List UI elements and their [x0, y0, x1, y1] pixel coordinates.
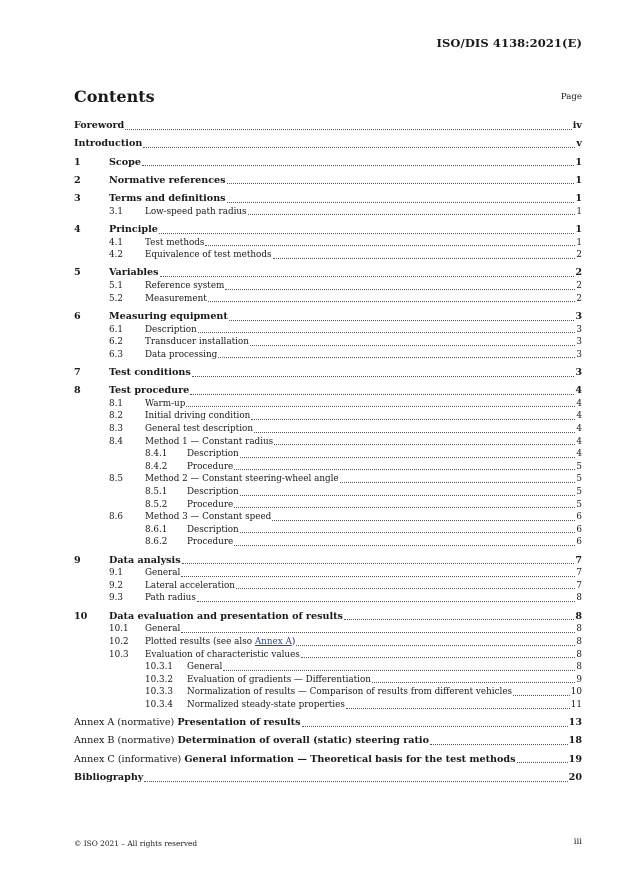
toc-entry[interactable]: [74, 120, 582, 133]
dot-leader: [372, 682, 575, 683]
toc-entry[interactable]: [74, 349, 582, 362]
toc-entry-title-group: [145, 293, 207, 306]
toc-entry-title-group: [187, 661, 222, 674]
toc-entry-number: 8.6.1: [145, 524, 168, 535]
toc-entry-title: Measuring equipment: [109, 310, 228, 322]
toc-entry-page: 2: [576, 250, 582, 261]
toc-entry-page: iv: [572, 120, 582, 131]
dot-leader: [181, 632, 575, 633]
toc-entry-title-group: [187, 536, 233, 549]
toc-entry[interactable]: [74, 385, 582, 398]
toc-entry-number: 8.4: [109, 436, 123, 447]
dot-leader: [517, 762, 568, 763]
toc-entry-title-group: [109, 175, 226, 188]
toc-entry-title-group: [145, 237, 204, 250]
toc-entry-title: Principle: [109, 224, 158, 235]
toc-entry-number: 10.3: [109, 649, 129, 660]
toc-entry-page: 7: [576, 580, 582, 591]
toc-entry[interactable]: [74, 324, 582, 337]
toc-entry-number: 4.1: [109, 237, 123, 248]
toc-entry-title-group: [145, 567, 180, 580]
dot-leader: [186, 406, 575, 407]
toc-entry-number: 8.1: [109, 398, 123, 409]
toc-entry-number: 8.5.2: [145, 499, 168, 510]
toc-entry[interactable]: [74, 237, 582, 250]
toc-entry-number: 8: [74, 385, 81, 397]
toc-entry-title: General information — Theoretical basis for the test methods: [184, 753, 516, 765]
toc-entry[interactable]: [74, 436, 582, 449]
toc-entry-page: 3: [575, 367, 582, 378]
toc-entry-title: Equivalence of test methods: [145, 250, 272, 261]
toc-entry-title: Procedure: [187, 537, 234, 548]
toc-entry[interactable]: [74, 138, 582, 151]
dot-leader: [234, 507, 575, 508]
toc-entry-title: Evaluation of gradients — Differentiation: [187, 674, 371, 685]
toc-entry-page: 8: [576, 649, 582, 660]
toc-entry-page: 19: [568, 753, 582, 765]
toc-entry-title: Method 2 — Constant steering-wheel angle: [145, 474, 339, 485]
toc-entry-number: 5.2: [109, 293, 123, 304]
toc-entry-page: 4: [576, 411, 582, 422]
dot-leader: [182, 563, 575, 564]
toc-entry-number: 3.1: [109, 206, 123, 217]
toc-entry-page: v: [576, 138, 582, 150]
toc-entry-title-group: [109, 555, 181, 568]
toc-entry-page: 4: [576, 424, 582, 435]
toc-entry-number: 9.3: [109, 593, 123, 604]
contents-title: Contents: [74, 87, 155, 106]
toc-entry-title: Method 3 — Constant speed: [145, 512, 272, 523]
toc-entry[interactable]: [74, 410, 582, 423]
toc-entry-number: 6.1: [109, 324, 123, 335]
toc-entry-title-group: [145, 580, 235, 593]
toc-entry-page: 2: [575, 267, 582, 279]
annex-prefix: Annex A (normative): [74, 717, 178, 729]
toc-entry[interactable]: [74, 336, 582, 349]
toc-entry-page: 20: [568, 772, 582, 784]
toc-entry-number: 8.5.1: [145, 487, 168, 498]
toc-entry-page: 1: [576, 206, 582, 217]
toc-entry-page: 8: [575, 610, 582, 622]
toc-entry[interactable]: [74, 623, 582, 636]
toc-entry-title: Description: [187, 524, 239, 535]
toc-entry-title-group: [187, 448, 239, 461]
toc-entry[interactable]: [74, 293, 582, 306]
toc-entry-number: 3: [74, 193, 81, 205]
dot-leader: [218, 357, 575, 358]
toc-entry-number: 10: [74, 610, 88, 622]
toc-entry[interactable]: [74, 717, 582, 730]
toc-entry-title-group: [145, 410, 250, 423]
toc-entry-number: 4.2: [109, 250, 123, 261]
toc-entry-title: Plotted results (see also: [145, 636, 255, 647]
toc-entry[interactable]: [74, 772, 582, 785]
toc-entry-number: 7: [74, 367, 81, 378]
toc-entry-title-group: [109, 157, 141, 170]
toc-entry-title: Lateral acceleration: [145, 580, 235, 591]
toc-entry-title-group: [145, 636, 295, 649]
dot-leader: [227, 183, 575, 184]
toc-entry-title-group: [145, 206, 247, 219]
toc-entry-page: 3: [576, 349, 582, 360]
dot-leader: [144, 781, 567, 782]
toc-entry-title-group: [109, 367, 191, 380]
toc-entry-title-group: [145, 280, 224, 293]
footer-page-number: iii: [573, 837, 582, 847]
toc-entry[interactable]: [74, 611, 582, 624]
dot-leader: [223, 670, 575, 671]
toc-entry-title: Presentation of results: [177, 717, 301, 729]
toc-entry-page: 2: [576, 281, 582, 292]
toc-entry-title-group: [74, 772, 143, 785]
toc-entry-page: 5: [576, 487, 582, 498]
toc-entry-title-group: [145, 336, 249, 349]
toc-entry-number: 10.3.3: [145, 687, 173, 698]
toc-entry[interactable]: [74, 473, 582, 486]
toc-entry[interactable]: [74, 157, 582, 170]
annex-prefix: Annex C (informative): [74, 753, 185, 765]
toc-entry-title: General: [145, 568, 181, 579]
toc-entry-page: 8: [576, 593, 582, 604]
toc-entry[interactable]: [74, 206, 582, 219]
toc-entry-title: Normalization of results — Comparison of results from different vehicles: [187, 687, 513, 698]
dot-leader: [274, 444, 575, 445]
toc-entry[interactable]: [74, 499, 582, 512]
dot-leader: [225, 289, 575, 290]
dot-leader: [430, 744, 568, 745]
toc-entry-title: Procedure: [187, 461, 234, 472]
dot-leader: [344, 619, 574, 620]
toc-entry[interactable]: [74, 486, 582, 499]
toc-entry-title-group: [74, 717, 301, 730]
toc-entry-number: 10.2: [109, 636, 129, 647]
toc-entry-number: 9.2: [109, 580, 123, 591]
toc-entry-page: 10: [570, 687, 582, 698]
toc-entry[interactable]: [74, 555, 582, 568]
toc-entry[interactable]: [74, 311, 582, 324]
dot-leader: [192, 376, 575, 377]
toc-entry-page: 1: [575, 224, 582, 235]
dot-leader: [248, 214, 576, 215]
toc-entry-title: Evaluation of characteristic values: [145, 649, 300, 660]
toc-entry[interactable]: [74, 661, 582, 674]
toc-entry-page: 6: [576, 524, 582, 535]
toc-entry-title: Method 1 — Constant radius: [145, 436, 274, 447]
dot-leader: [302, 726, 568, 727]
toc-entry[interactable]: [74, 367, 582, 380]
toc-entry-page: 6: [576, 512, 582, 523]
toc-entry[interactable]: [74, 267, 582, 280]
toc-entry-page: 8: [576, 636, 582, 647]
dot-leader: [198, 332, 576, 333]
toc-entry-page: 4: [576, 449, 582, 460]
toc-entry-title-group: [145, 249, 272, 262]
toc-entry[interactable]: [74, 580, 582, 593]
toc-entry-page: 1: [576, 237, 582, 248]
toc-entry-number: 9.1: [109, 568, 123, 579]
toc-entry-title: Test methods: [145, 237, 205, 248]
dot-leader: [227, 202, 575, 203]
dot-leader: [240, 495, 576, 496]
toc-entry-number: 10.3.4: [145, 699, 173, 710]
toc-entry-title-group: [109, 224, 158, 237]
toc-entry-title-group: [74, 120, 124, 133]
toc-entry-title: Data analysis: [109, 554, 181, 566]
toc-entry-title-group: [74, 735, 429, 748]
toc-entry-title: Data evaluation and presentation of results: [109, 610, 343, 622]
dot-leader: [181, 576, 575, 577]
toc-entry[interactable]: [74, 398, 582, 411]
toc-entry-page: 9: [576, 674, 582, 685]
toc-entry-number: 5.1: [109, 281, 123, 292]
toc-entry-number: 8.4.2: [145, 461, 168, 472]
toc-entry-number: 9: [74, 554, 81, 566]
toc-entry-page: 18: [568, 735, 582, 747]
dot-leader: [296, 645, 575, 646]
toc-entry-page: 4: [576, 436, 582, 447]
dot-leader: [250, 345, 576, 346]
toc-entry-title-group: [74, 138, 142, 151]
toc-entry-page: 2: [576, 293, 582, 304]
toc-entry-number: 1: [74, 156, 81, 168]
toc-entry-title-group: [109, 385, 189, 398]
toc-entry-title: Description: [145, 324, 197, 335]
toc-entry-number: 2: [74, 174, 81, 186]
toc-entry[interactable]: [74, 524, 582, 537]
toc-entry[interactable]: [74, 511, 582, 524]
toc-entry[interactable]: [74, 567, 582, 580]
toc-entry-title-group: [109, 311, 228, 324]
annex-prefix: Annex B (normative): [74, 735, 178, 747]
dot-leader: [346, 708, 570, 709]
toc-entry-title-suffix: ): [291, 636, 296, 647]
dot-leader: [272, 520, 575, 521]
dot-leader: [254, 432, 575, 433]
dot-leader: [340, 482, 576, 483]
toc-entry-title-group: [187, 486, 239, 499]
toc-entry-title-group: [145, 349, 217, 362]
page-column-label: Page: [560, 92, 582, 102]
toc-entry-page: 3: [575, 310, 582, 322]
toc-entry-page: 11: [570, 699, 582, 710]
toc-entry-title: Warm-up: [145, 398, 186, 409]
toc-entry[interactable]: [74, 224, 582, 237]
toc-entry-page: 4: [575, 385, 582, 397]
toc-entry-title-group: [145, 436, 273, 449]
toc-entry-title: Test conditions: [109, 367, 191, 378]
toc-entry-title: Foreword: [74, 120, 125, 131]
document-header-id: ISO/DIS 4138:2021(E): [436, 36, 582, 50]
dot-leader: [234, 469, 575, 470]
toc-entry-title: Transducer installation: [145, 337, 249, 348]
toc-entry-title-group: [187, 461, 233, 474]
toc-entry-number: 10.3.2: [145, 674, 173, 685]
toc-entry[interactable]: [74, 280, 582, 293]
dot-leader: [142, 165, 574, 166]
toc-entry-title: General: [145, 624, 181, 635]
toc-entry-title-group: [187, 674, 371, 687]
dot-leader: [234, 545, 575, 546]
dot-leader: [251, 419, 575, 420]
toc-entry-title: Initial driving condition: [145, 411, 251, 422]
toc-entry-page: 1: [575, 156, 582, 168]
toc-entry-page: 7: [576, 568, 582, 579]
dot-leader: [190, 394, 574, 395]
toc-entry[interactable]: [74, 423, 582, 436]
toc-entry-title-group: [187, 524, 239, 537]
dot-leader: [160, 276, 575, 277]
toc-entry-title: Normative references: [109, 174, 226, 186]
toc-entry-number: 6: [74, 310, 81, 322]
toc-entry[interactable]: [74, 536, 582, 549]
toc-entry-title-group: [145, 324, 197, 337]
toc-entry-number: 6.2: [109, 337, 123, 348]
annex-link[interactable]: Annex A: [254, 636, 292, 647]
toc-entry-title: Normalized steady-state properties: [187, 699, 345, 710]
toc-entry-title-group: [145, 398, 185, 411]
toc-entry-page: 7: [575, 554, 582, 566]
toc-entry-number: 8.4.1: [145, 449, 168, 460]
dot-leader: [143, 147, 575, 148]
toc-entry-title: Path radius: [145, 593, 196, 604]
dot-leader: [236, 588, 575, 589]
dot-leader: [513, 695, 570, 696]
toc-entry-number: 10.1: [109, 624, 129, 635]
table-of-contents: [74, 120, 582, 785]
dot-leader: [229, 320, 574, 321]
toc-entry[interactable]: [74, 686, 582, 699]
dot-leader: [240, 532, 576, 533]
toc-entry-page: 4: [576, 398, 582, 409]
toc-entry[interactable]: [74, 592, 582, 605]
toc-entry-number: 4: [74, 224, 81, 235]
toc-entry-number: 8.6.2: [145, 537, 168, 548]
toc-entry[interactable]: [74, 699, 582, 712]
toc-entry[interactable]: [74, 754, 582, 767]
toc-entry[interactable]: [74, 249, 582, 262]
toc-entry-title: Variables: [109, 267, 159, 279]
toc-entry-title-group: [145, 649, 300, 662]
toc-entry-title-group: [145, 623, 180, 636]
toc-entry-number: 8.3: [109, 424, 123, 435]
toc-entry-title: Low-speed path radius: [145, 206, 247, 217]
toc-entry[interactable]: [74, 461, 582, 474]
toc-entry-title: Test procedure: [109, 385, 190, 397]
footer-copyright: © ISO 2021 – All rights reserved: [74, 839, 198, 848]
toc-entry-page: 8: [576, 624, 582, 635]
toc-entry-title-group: [74, 754, 516, 767]
toc-entry-title: Description: [187, 487, 239, 498]
toc-entry-title-group: [145, 473, 339, 486]
toc-entry-page: 5: [576, 499, 582, 510]
toc-entry-title: Bibliography: [74, 772, 144, 784]
toc-entry-page: 13: [568, 717, 582, 729]
toc-entry-number: 8.5: [109, 474, 123, 485]
toc-entry-page: 5: [576, 474, 582, 485]
toc-entry-title: Description: [187, 449, 239, 460]
toc-entry[interactable]: [74, 674, 582, 687]
dot-leader: [159, 233, 574, 234]
toc-entry-title-group: [109, 611, 343, 624]
toc-entry-title-group: [145, 511, 271, 524]
toc-entry-page: 3: [576, 337, 582, 348]
toc-entry-title-group: [187, 686, 512, 699]
toc-entry-title-group: [109, 193, 226, 206]
toc-entry[interactable]: [74, 649, 582, 662]
toc-entry-title: Procedure: [187, 499, 234, 510]
dot-leader: [208, 301, 576, 302]
toc-entry-title: Data processing: [145, 349, 218, 360]
dot-leader: [240, 457, 576, 458]
toc-entry-title-group: [145, 592, 196, 605]
toc-entry[interactable]: [74, 636, 582, 649]
toc-entry-number: 8.2: [109, 411, 123, 422]
toc-entry-page: 6: [576, 537, 582, 548]
toc-entry[interactable]: [74, 448, 582, 461]
toc-entry-title-group: [145, 423, 253, 436]
toc-entry-title: Introduction: [74, 138, 143, 150]
dot-leader: [125, 129, 572, 130]
toc-entry-title-group: [109, 267, 159, 280]
toc-entry-page: 3: [576, 324, 582, 335]
toc-entry[interactable]: [74, 193, 582, 206]
dot-leader: [205, 245, 575, 246]
dot-leader: [197, 601, 576, 602]
toc-entry-title: General test description: [145, 424, 253, 435]
toc-entry-title: Measurement: [145, 293, 207, 304]
toc-entry-title-group: [187, 699, 345, 712]
toc-entry-number: 10.3.1: [145, 662, 173, 673]
toc-entry-title: Reference system: [145, 281, 225, 292]
toc-entry-page: 5: [576, 461, 582, 472]
toc-entry[interactable]: [74, 735, 582, 748]
toc-entry-number: 6.3: [109, 349, 123, 360]
dot-leader: [273, 258, 576, 259]
dot-leader: [301, 657, 576, 658]
toc-entry-title: Terms and definitions: [109, 193, 226, 205]
toc-entry-number: 8.6: [109, 512, 123, 523]
toc-entry-title-group: [187, 499, 233, 512]
toc-entry-title: General: [187, 662, 223, 673]
toc-entry-page: 1: [575, 193, 582, 205]
toc-entry-number: 5: [74, 267, 81, 279]
toc-entry-title: Scope: [109, 156, 141, 168]
toc-entry[interactable]: [74, 175, 582, 188]
toc-entry-page: 8: [576, 662, 582, 673]
toc-entry-page: 1: [575, 174, 582, 186]
toc-entry-title: Determination of overall (static) steering ratio: [177, 735, 429, 747]
